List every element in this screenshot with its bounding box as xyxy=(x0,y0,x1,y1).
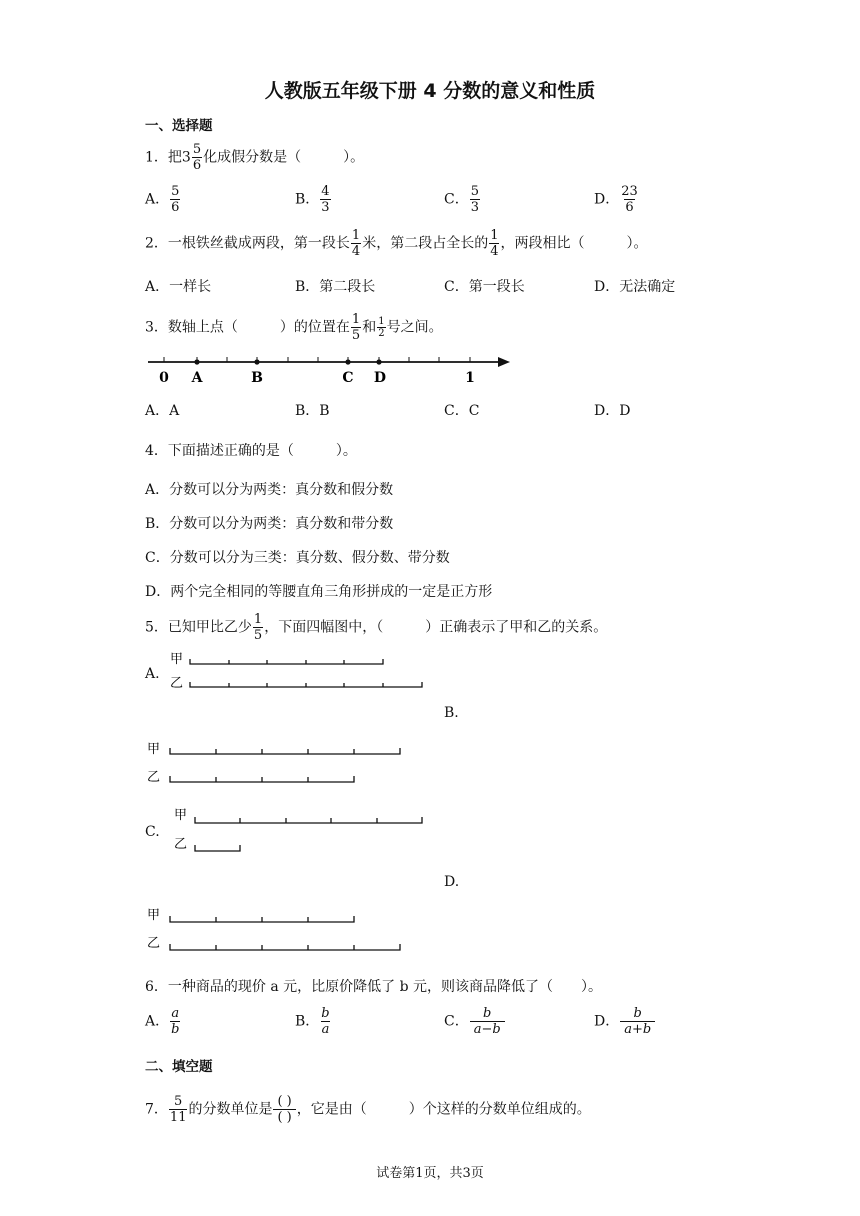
point-d xyxy=(376,359,381,364)
q6-option-b[interactable]: B． $\frac{b}{a}$ xyxy=(295,1006,330,1037)
q1-option-a[interactable]: A． $\frac{5}{6}$ xyxy=(145,184,180,215)
q3-option-c[interactable]: C．C xyxy=(444,403,480,419)
q6-option-c[interactable]: C． $\frac{b}{a-b}$ xyxy=(444,1006,506,1037)
q5-option-b-diagram[interactable] xyxy=(145,737,407,787)
question-4-stem: 4．下面描述正确的是（ ）。 xyxy=(145,443,357,459)
q2-option-c[interactable]: C．第一段长 xyxy=(444,279,525,295)
number-line-arrow xyxy=(498,357,510,367)
section-heading-choice: 一、选择题 xyxy=(145,118,213,134)
page-title: 人教版五年级下册 4 分数的意义和性质 xyxy=(264,80,596,102)
q3-option-b[interactable]: B．B xyxy=(295,403,330,419)
question-5-stem: 5．已知甲比乙少 $\frac{1}{5}$ ，下面四幅图中，（ ）正确表示了甲和乙的关系。 xyxy=(145,612,608,643)
q2-option-a[interactable]: A．一样长 xyxy=(145,279,212,295)
q1-option-d[interactable]: D． $\frac{23}{6}$ xyxy=(594,184,638,215)
q3-option-a[interactable]: A．A xyxy=(145,403,180,419)
q5-option-b-label[interactable]: B. xyxy=(444,705,459,721)
section-heading-fill: 二、填空题 xyxy=(145,1059,213,1075)
jia-label: 甲 xyxy=(147,742,161,757)
q4-option-d[interactable]: D．两个完全相同的等腰直角三角形拼成的一定是正方形 xyxy=(145,584,493,600)
axis-label-a: A xyxy=(191,370,203,386)
jia-label: 甲 xyxy=(174,808,188,823)
yi-bar xyxy=(195,845,240,851)
point-b xyxy=(254,359,259,364)
question-1-stem: 1．把3 $\frac{5}{6}$ 化成假分数是（ ）。 xyxy=(145,142,365,173)
axis-label-0: 0 xyxy=(159,370,169,386)
point-a xyxy=(194,359,199,364)
q7-blank-fraction[interactable]: $\frac{( )}{( )}$ xyxy=(273,1094,295,1125)
q3-option-d[interactable]: D．D xyxy=(594,403,631,419)
q5-option-a-diagram[interactable] xyxy=(168,650,430,694)
q1-option-c[interactable]: C． $\frac{5}{3}$ xyxy=(444,184,479,215)
q2-option-b[interactable]: B．第二段长 xyxy=(295,279,376,295)
q5-option-d-diagram[interactable] xyxy=(145,903,407,953)
axis-label-1: 1 xyxy=(465,370,475,386)
q5-option-c-label[interactable]: C. xyxy=(145,824,160,840)
question-2-stem: 2．一根铁丝截成两段，第一段长 $\frac{1}{4}$ 米，第二段占全长的 $\frac{1}{4}$ ，两段相比（ ）。 xyxy=(145,228,648,259)
point-c xyxy=(345,359,350,364)
q4-option-c[interactable]: C．分数可以分为三类：真分数、假分数、带分数 xyxy=(145,550,450,566)
yi-label: 乙 xyxy=(147,936,161,951)
yi-bar xyxy=(170,944,400,950)
yi-label: 乙 xyxy=(174,837,188,852)
page-footer: 试卷第1页，共3页 xyxy=(376,1166,484,1181)
q6-option-d[interactable]: D． $\frac{b}{a+b}$ xyxy=(594,1006,656,1037)
q5-option-a-label[interactable]: A. xyxy=(145,666,160,682)
q4-option-a[interactable]: A．分数可以分为两类：真分数和假分数 xyxy=(145,482,394,498)
jia-label: 甲 xyxy=(147,908,161,923)
q1-option-b[interactable]: B． $\frac{4}{3}$ xyxy=(295,184,330,215)
q4-option-b[interactable]: B．分数可以分为两类：真分数和带分数 xyxy=(145,516,394,532)
axis-label-c: C xyxy=(342,370,354,386)
axis-label-d: D xyxy=(373,370,387,386)
question-7-stem: 7． $\frac{5}{11}$ 的分数单位是 $\frac{( )}{( )}$ ，它是由（ ）个这样的分数单位组成的。 xyxy=(145,1094,591,1125)
jia-bar xyxy=(195,817,422,823)
q5-option-d-label[interactable]: D. xyxy=(444,874,460,890)
number-line xyxy=(140,350,520,390)
jia-label: 甲 xyxy=(170,652,184,667)
q6-option-a[interactable]: A． $\frac{a}{b}$ xyxy=(145,1006,180,1037)
question-6-stem: 6．一种商品的现价 a 元，比原价降低了 b 元，则该商品降低了（ ）。 xyxy=(145,979,603,995)
axis-label-b: B xyxy=(251,370,263,386)
jia-bar xyxy=(190,659,383,664)
q2-option-d[interactable]: D．无法确定 xyxy=(594,279,676,295)
yi-label: 乙 xyxy=(170,676,184,691)
jia-bar xyxy=(170,748,400,754)
yi-label: 乙 xyxy=(147,770,161,785)
question-3-stem: 3．数轴上点（ ）的位置在 $\frac{1}{5}$ 和 $\frac{1}{2}$ 号之间。 xyxy=(145,312,443,343)
q5-option-c-diagram[interactable] xyxy=(168,805,430,855)
